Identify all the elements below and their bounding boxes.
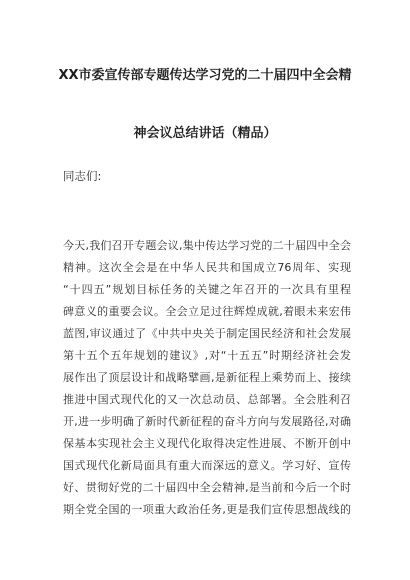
- body-line: “十四五”规划目标任务的关键之年召开的一次具有里程: [63, 283, 351, 296]
- salutation: 同志们:: [63, 169, 102, 183]
- body-line: 开,进一步明确了新时代新征程的奋斗方向与发展路径,对确: [63, 415, 351, 428]
- body-line: 推进中国式现代化的又一次总动员、总部署。全会胜利召: [63, 393, 351, 406]
- body-line: 今天,我们召开专题会议,集中传达学习党的二十届四中全会: [63, 239, 351, 252]
- body-line: 蓝图,审议通过了《中共中央关于制定国民经济和社会发展: [63, 327, 351, 340]
- body-line: 精神。这次全会是在中华人民共和国成立76周年、实现: [63, 261, 351, 274]
- body-line: 好、贯彻好党的二十届四中全会精神,是当前和今后一个时: [63, 481, 351, 494]
- body-line: 展作出了顶层设计和战略擘画,是新征程上乘势而上、接续: [63, 371, 351, 384]
- body-line: 国式现代化新局面具有重大而深远的意义。学习好、宣传: [63, 459, 351, 472]
- body-line: 期全党全国的一项重大政治任务,更是我们宣传思想战线的: [63, 503, 351, 516]
- document-title-line-2: 神会议总结讲话（精品）: [133, 126, 277, 141]
- body-line: 碑意义的重要会议。全会立足过往辉煌成就,着眼未来宏伟: [63, 305, 351, 318]
- body-line: 保基本实现社会主义现代化取得决定性进展、不断开创中: [63, 437, 351, 450]
- document-title-line-1: XX市委宣传部专题传达学习党的二十届四中全会精: [58, 68, 352, 83]
- body-line: 第十五个五年规划的建议》,对“十五五”时期经济社会发: [63, 349, 351, 362]
